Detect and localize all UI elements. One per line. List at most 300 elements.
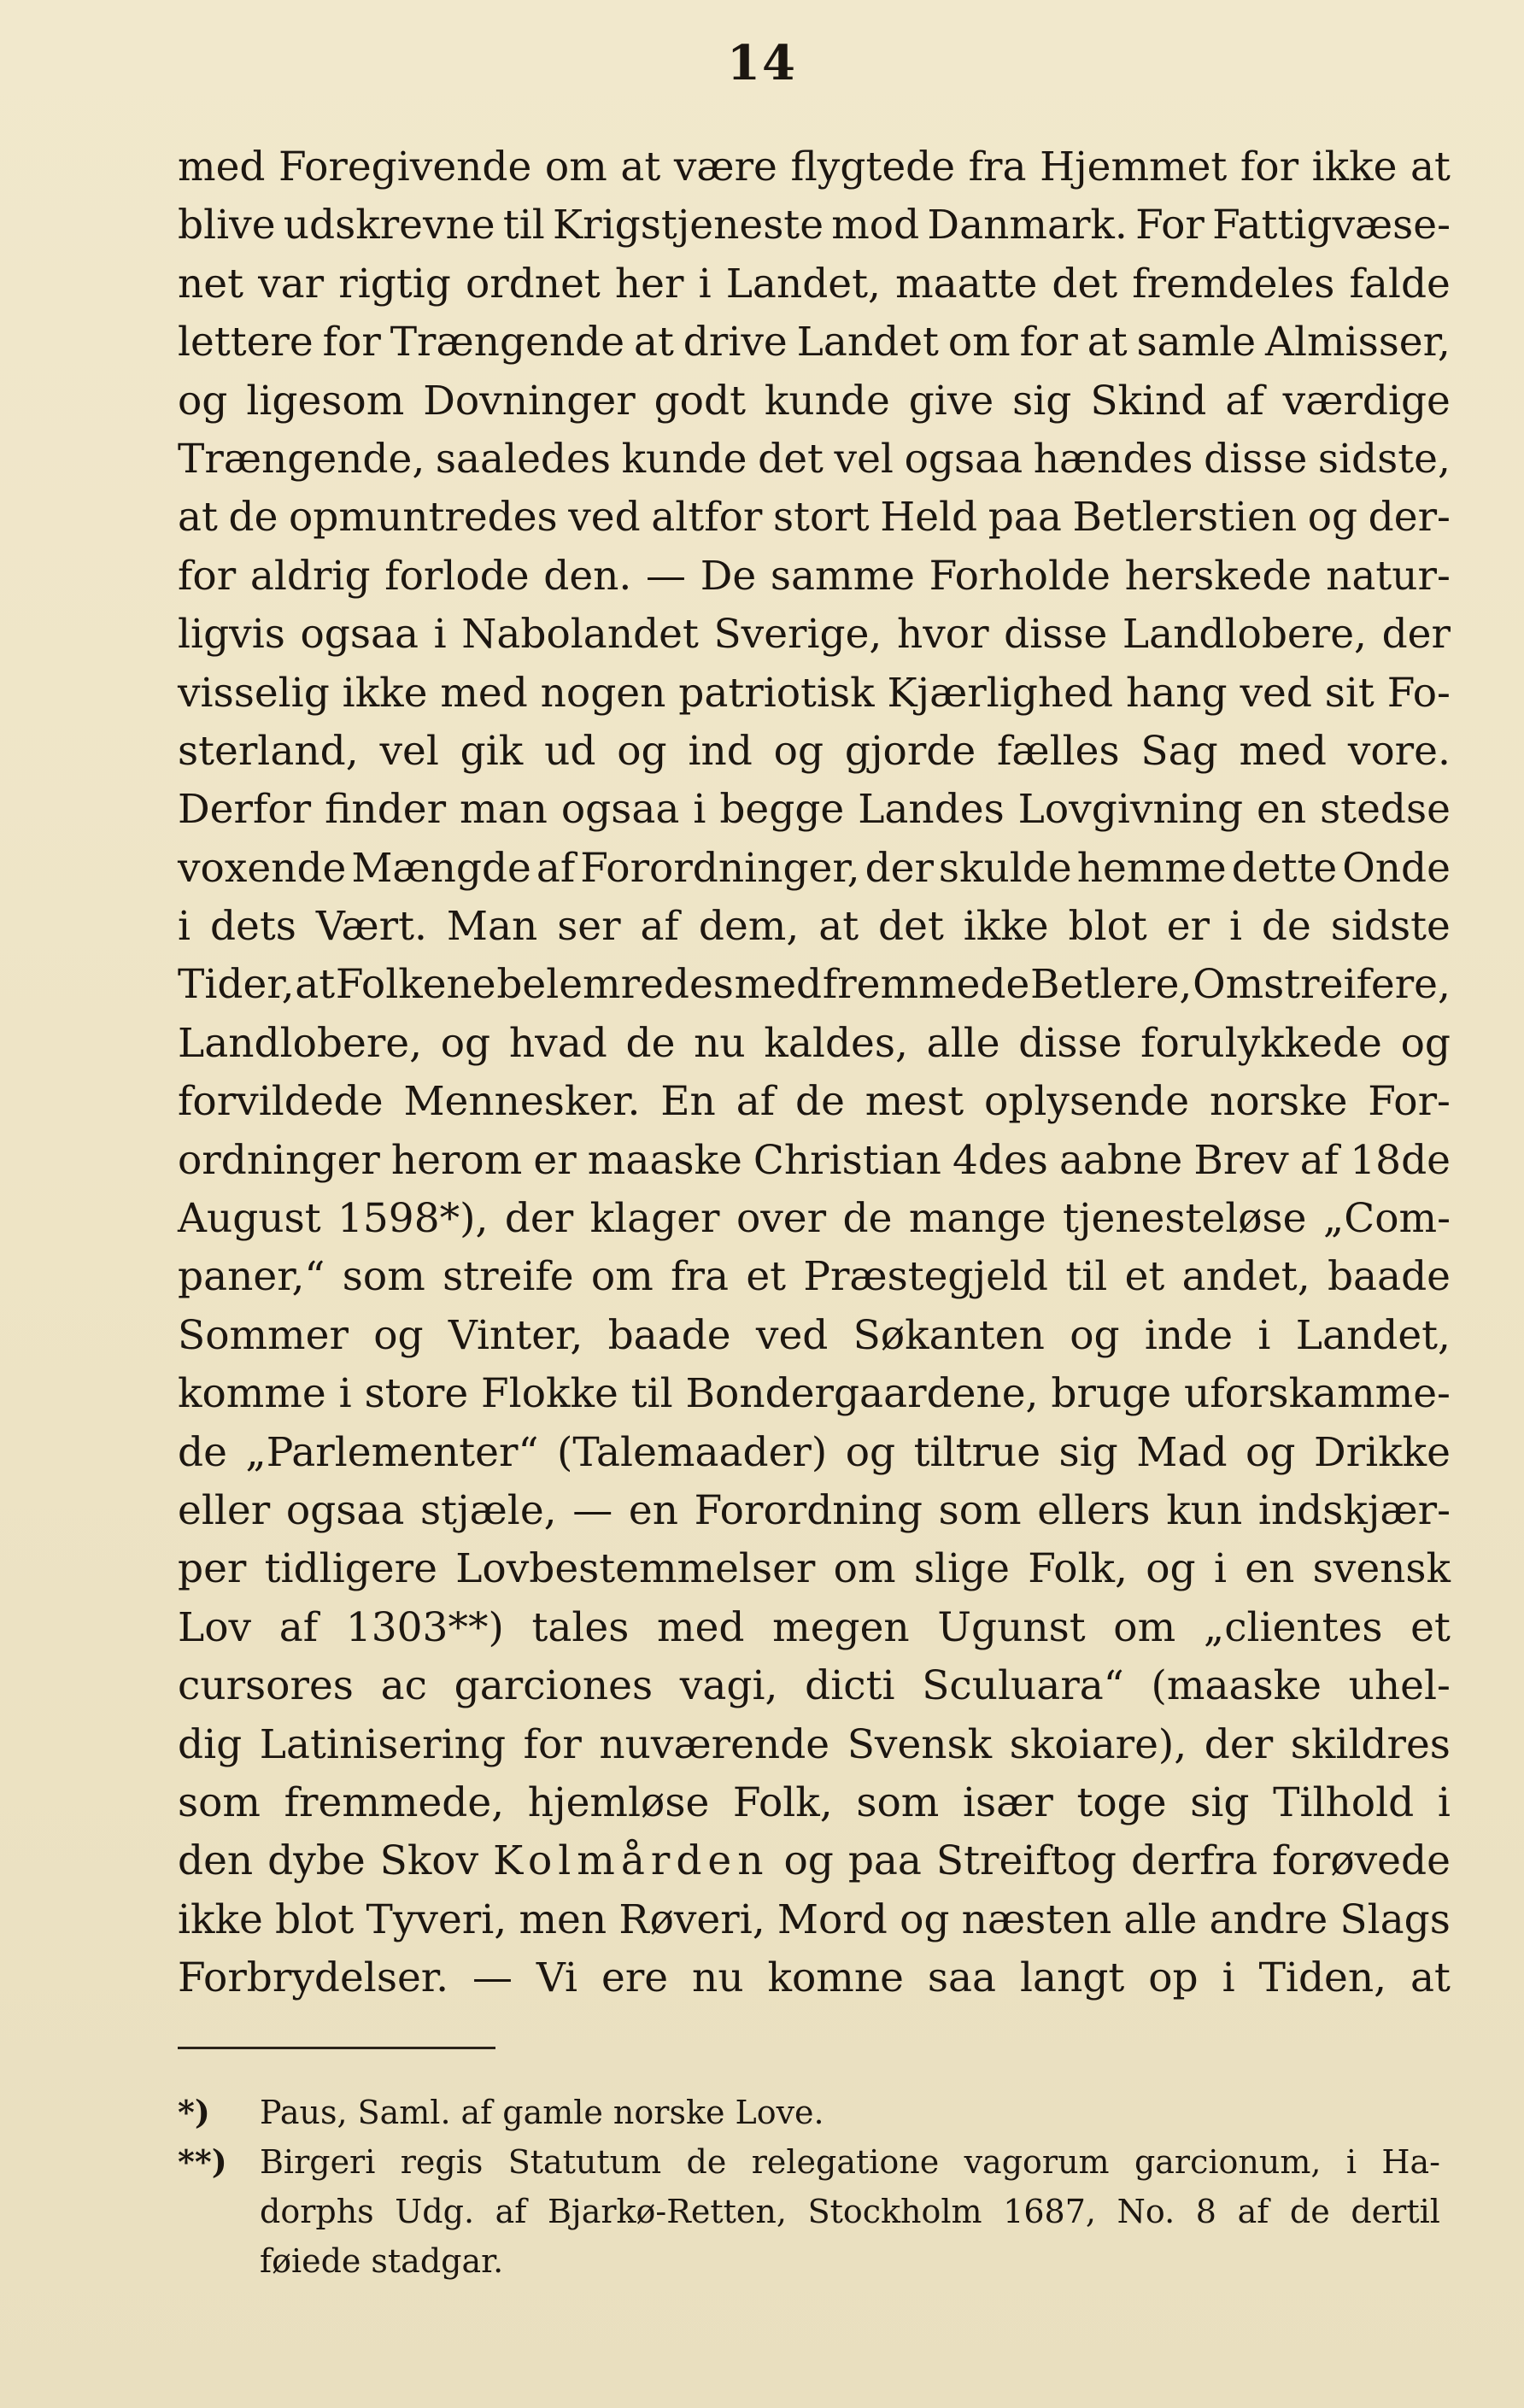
- word: (maaske: [1151, 1662, 1322, 1710]
- word: begge: [719, 786, 845, 834]
- word: Præstegjeld: [803, 1253, 1049, 1301]
- word: Betlere,: [1030, 961, 1193, 1009]
- word: at: [1410, 144, 1451, 190]
- word: Slags: [1339, 1895, 1451, 1943]
- word: dig: [178, 1720, 243, 1768]
- word: tiltrue: [913, 1428, 1041, 1476]
- word: dette: [1231, 844, 1338, 892]
- word: nuværende: [599, 1720, 830, 1768]
- word: ac: [380, 1662, 427, 1710]
- word: samle: [1136, 319, 1257, 366]
- word: Christian: [753, 1136, 941, 1184]
- word: hjemløse: [527, 1778, 710, 1826]
- word: de: [794, 1078, 845, 1126]
- word: komne: [767, 1954, 904, 2002]
- word: og: [900, 1895, 950, 1943]
- word: til: [1065, 1253, 1108, 1301]
- word: Lovgivning: [1017, 786, 1244, 834]
- word: August: [178, 1195, 321, 1243]
- word: regis: [400, 2143, 484, 2181]
- word: værdige: [1282, 377, 1451, 425]
- text-line: [178, 1716, 1451, 1774]
- word: her: [614, 260, 684, 308]
- word: Statutum: [507, 2143, 662, 2181]
- word: fremdeles: [1132, 260, 1335, 308]
- word: dem,: [698, 903, 800, 951]
- word: de: [228, 494, 278, 542]
- word: de: [1289, 2193, 1330, 2230]
- word: Røveri,: [618, 1895, 765, 1943]
- word: No.: [1117, 2193, 1175, 2230]
- word: vagi,: [679, 1662, 778, 1710]
- word: Landet,: [725, 260, 881, 308]
- word: skoiare),: [1009, 1720, 1187, 1768]
- word: til: [630, 1370, 673, 1418]
- word: kun: [1166, 1486, 1243, 1534]
- word: der: [1204, 1720, 1274, 1768]
- word: dicti: [805, 1662, 895, 1710]
- word: en: [628, 1486, 678, 1534]
- word: toge: [1076, 1778, 1167, 1826]
- word: herom: [390, 1136, 523, 1184]
- word: patriotisk: [678, 669, 875, 717]
- footnote-rule: [178, 2047, 495, 2049]
- text-line: [178, 1248, 1451, 1306]
- word: om: [833, 1545, 896, 1593]
- word: langt: [1020, 1954, 1125, 2002]
- word: af: [278, 1603, 319, 1651]
- text-line: [178, 1365, 1451, 1423]
- word: 1687,: [1003, 2193, 1096, 2230]
- word: og: [1246, 1428, 1296, 1476]
- word: var: [258, 260, 325, 308]
- word: indskjær-: [1257, 1486, 1451, 1534]
- text-line: [178, 1190, 1451, 1248]
- word: inde: [1144, 1311, 1234, 1359]
- text-line: [178, 255, 1451, 313]
- word: Fo-: [1386, 669, 1451, 717]
- word: Lovbestemmelser: [455, 1545, 816, 1593]
- word: i: [1437, 1778, 1451, 1826]
- word: af: [736, 1078, 776, 1126]
- word: at: [1087, 319, 1128, 366]
- word: disse: [1004, 611, 1108, 659]
- text-line: [178, 548, 1451, 606]
- word: sig: [1190, 1778, 1250, 1826]
- word: megen: [772, 1603, 910, 1651]
- word: Mord: [777, 1895, 888, 1943]
- word: af: [640, 903, 679, 951]
- word: Paus,: [260, 2094, 348, 2131]
- text-line: [178, 1540, 1451, 1598]
- text-line: [178, 606, 1451, 664]
- word: 1598*),: [337, 1195, 489, 1243]
- word: Forordning: [694, 1486, 923, 1534]
- word: disse: [1204, 435, 1308, 483]
- word: Kolmården: [493, 1837, 770, 1885]
- word: som: [342, 1253, 425, 1301]
- word: Love.: [735, 2094, 824, 2131]
- word: Nabolandet: [461, 611, 699, 659]
- word: det: [1052, 260, 1118, 308]
- word: ogsaa: [300, 611, 419, 659]
- word: „Parlementer“: [245, 1428, 539, 1476]
- word: maaske: [587, 1136, 742, 1184]
- word: cursores: [178, 1662, 354, 1710]
- word: uhel-: [1348, 1662, 1451, 1710]
- word: i: [693, 786, 706, 834]
- word: stadgar.: [371, 2242, 504, 2280]
- word: saaledes: [435, 435, 611, 483]
- word: at: [818, 903, 859, 951]
- word: at: [620, 144, 661, 190]
- word: med: [440, 669, 528, 717]
- word: Fattigvæse-: [1212, 202, 1451, 249]
- word: Landet,: [1295, 1311, 1451, 1359]
- text-line: [178, 1307, 1451, 1365]
- word: „clientes: [1203, 1603, 1383, 1651]
- word: Landes: [858, 786, 1005, 834]
- word: Bjarkø-Retten,: [548, 2193, 787, 2230]
- word: For: [1135, 202, 1205, 249]
- word: Flokke: [481, 1370, 618, 1418]
- word: fælles: [997, 727, 1120, 775]
- word: rigtig: [338, 260, 451, 308]
- word: Foregivende: [278, 144, 532, 190]
- word: ligvis: [178, 611, 285, 659]
- word: af: [495, 2193, 527, 2230]
- word: Tiden,: [1258, 1954, 1387, 2002]
- word: af: [536, 844, 576, 892]
- word: mest: [865, 1078, 964, 1126]
- word: paa: [988, 494, 1062, 542]
- word: forøvede: [1272, 1837, 1451, 1885]
- word: en: [1257, 786, 1307, 834]
- word: Saml.: [357, 2094, 451, 2131]
- word: kaldes,: [764, 1019, 908, 1067]
- word: aldrig: [249, 552, 371, 600]
- word: og: [440, 1019, 491, 1067]
- word: i: [1228, 903, 1242, 951]
- word: Latinisering: [259, 1720, 507, 1768]
- word: hvor: [896, 611, 989, 659]
- word: Forordninger,: [580, 844, 860, 892]
- word: uforskamme-: [1184, 1370, 1451, 1418]
- word: som: [178, 1778, 261, 1826]
- word: et: [1124, 1253, 1165, 1301]
- word: forvildede: [178, 1078, 384, 1126]
- word: være: [673, 144, 777, 190]
- word: den.: [543, 552, 632, 600]
- word: med: [1239, 727, 1327, 775]
- word: at: [178, 494, 218, 542]
- word: visselig: [178, 669, 330, 717]
- word: ogsaa: [285, 1486, 405, 1534]
- word: svensk: [1312, 1545, 1451, 1593]
- footnote-line: [178, 2137, 1451, 2187]
- word: af: [1299, 1136, 1339, 1184]
- word: at: [295, 961, 336, 1009]
- word: er: [533, 1136, 577, 1184]
- word: ikke: [178, 1895, 263, 1943]
- word: af: [460, 2094, 493, 2131]
- word: et: [746, 1253, 787, 1301]
- word: stjæle,: [420, 1486, 557, 1534]
- word: i: [433, 611, 447, 659]
- word: føiede: [260, 2242, 361, 2280]
- word: for: [178, 552, 237, 600]
- word: fra: [671, 1253, 729, 1301]
- word: ikke: [1311, 144, 1398, 190]
- text-line: [178, 1832, 1451, 1890]
- word: Landet: [796, 319, 939, 366]
- word: relegatione: [751, 2143, 940, 2181]
- word: andre: [1209, 1895, 1328, 1943]
- word: dertil: [1351, 2193, 1440, 2230]
- word: bruge: [1051, 1370, 1172, 1418]
- word: til: [502, 202, 545, 249]
- word: nu: [692, 1954, 744, 2002]
- text-line: [178, 898, 1451, 956]
- word: hang: [1125, 669, 1228, 717]
- word: mod: [831, 202, 920, 249]
- word: skulde: [938, 844, 1072, 892]
- word: natur-: [1326, 552, 1451, 600]
- word: dorphs: [260, 2193, 374, 2230]
- word: Almisser,: [1265, 319, 1451, 366]
- word: Skov: [379, 1837, 479, 1885]
- text-line: [178, 1482, 1451, 1540]
- word: forlode: [384, 552, 530, 600]
- word: stort: [772, 494, 870, 542]
- word: andet,: [1181, 1253, 1310, 1301]
- word: blot: [275, 1895, 355, 1943]
- word: give: [908, 377, 994, 425]
- word: med: [178, 144, 266, 190]
- word: Streiftog: [935, 1837, 1117, 1885]
- text-line: [178, 956, 1451, 1014]
- word: fra: [968, 144, 1027, 190]
- word: at: [1410, 1954, 1451, 2002]
- word: hemme: [1076, 844, 1227, 892]
- word: Mad: [1136, 1428, 1228, 1476]
- word: slige: [913, 1545, 1010, 1593]
- word: Bondergaardene,: [685, 1370, 1039, 1418]
- word: Hjemmet: [1040, 144, 1228, 190]
- text-line: [178, 1657, 1451, 1715]
- word: næsten: [961, 1895, 1112, 1943]
- word: ellers: [1037, 1486, 1151, 1534]
- word: baade: [1327, 1253, 1451, 1301]
- footnote-marker: **): [178, 2142, 227, 2181]
- word: „Com-: [1322, 1195, 1451, 1243]
- word: for: [322, 319, 381, 366]
- word: falde: [1349, 260, 1451, 308]
- word: lettere: [178, 319, 314, 366]
- word: fremmede: [822, 961, 1030, 1009]
- word: og: [1400, 1019, 1451, 1067]
- word: Folk,: [732, 1778, 833, 1826]
- word: sig: [1012, 377, 1072, 425]
- word: som: [856, 1778, 940, 1826]
- footnote-marker: *): [178, 2093, 210, 2131]
- word: sit: [1324, 669, 1375, 717]
- word: er: [1166, 903, 1210, 951]
- word: Trængende,: [178, 435, 425, 483]
- word: i: [178, 903, 191, 951]
- text-line: [178, 196, 1451, 255]
- word: tidligere: [264, 1545, 437, 1593]
- word: Mængde: [351, 844, 531, 892]
- word: mange: [908, 1195, 1046, 1243]
- word: For-: [1368, 1078, 1451, 1126]
- word: Søkanten: [853, 1311, 1045, 1359]
- text-line: [178, 1949, 1451, 2007]
- footnotes: [178, 2088, 1451, 2286]
- word: Lov: [178, 1603, 252, 1651]
- word: Krigstjeneste: [553, 202, 824, 249]
- word: baade: [607, 1311, 731, 1359]
- word: i: [1213, 1545, 1227, 1593]
- word: ordnet: [465, 260, 601, 308]
- word: net: [178, 260, 243, 308]
- footnote-text: [260, 2137, 1451, 2187]
- word: vel: [834, 435, 894, 483]
- word: Sverige,: [713, 611, 882, 659]
- word: og: [1070, 1311, 1120, 1359]
- word: de: [178, 1428, 227, 1476]
- word: herskede: [1124, 552, 1312, 600]
- word: i: [1222, 1954, 1235, 2002]
- word: en: [1245, 1545, 1295, 1593]
- word: —: [646, 552, 687, 600]
- word: Vinter,: [448, 1311, 583, 1359]
- word: altfor: [651, 494, 763, 542]
- word: ved: [568, 494, 641, 542]
- word: godt: [654, 377, 746, 425]
- word: gik: [460, 727, 524, 775]
- text-line: [178, 313, 1451, 372]
- word: derfra: [1130, 1837, 1258, 1885]
- word: paner,“: [178, 1253, 325, 1301]
- word: Trængende: [390, 319, 625, 366]
- word: om: [947, 319, 1011, 366]
- word: kunde: [764, 377, 890, 425]
- word: ud: [544, 727, 596, 775]
- word: vel: [379, 727, 439, 775]
- word: Danmark.: [927, 202, 1128, 249]
- word: hændes: [1033, 435, 1193, 483]
- word: for: [1240, 144, 1299, 190]
- footnote-line: [178, 2088, 1451, 2137]
- word: i: [338, 1370, 352, 1418]
- word: kunde: [621, 435, 747, 483]
- word: 1303**): [345, 1603, 504, 1651]
- word: og: [1307, 494, 1358, 542]
- word: Sculuara“: [922, 1662, 1124, 1710]
- word: blot: [1068, 903, 1147, 951]
- word: de: [625, 1019, 676, 1067]
- word: der: [504, 1195, 574, 1243]
- word: saa: [927, 1954, 997, 2002]
- text-line: [178, 723, 1451, 781]
- word: Skind: [1090, 377, 1207, 425]
- text-line: [178, 1073, 1451, 1131]
- word: (Talemaader): [556, 1428, 828, 1476]
- word: Ha-: [1381, 2143, 1440, 2181]
- word: ere: [601, 1954, 669, 2002]
- word: Forbrydelser.: [178, 1954, 449, 2002]
- word: man: [460, 786, 548, 834]
- text-line: [178, 372, 1451, 431]
- word: finder: [325, 786, 447, 834]
- word: sterland,: [178, 727, 359, 775]
- word: Vi: [536, 1954, 578, 2002]
- word: klager: [589, 1195, 720, 1243]
- word: hvad: [508, 1019, 607, 1067]
- word: som: [938, 1486, 1022, 1534]
- word: Vært.: [315, 903, 427, 951]
- word: der: [1381, 611, 1451, 659]
- word: garcionum,: [1134, 2143, 1322, 2181]
- word: Sag: [1140, 727, 1218, 775]
- word: —: [472, 1954, 513, 2002]
- text-line: [178, 138, 1451, 196]
- word: forulykkede: [1140, 1019, 1382, 1067]
- text-line: [178, 1015, 1451, 1073]
- word: at: [633, 319, 674, 366]
- word: Tider,: [178, 961, 295, 1009]
- text-line: [178, 431, 1451, 489]
- word: Brev: [1193, 1136, 1289, 1184]
- word: ordninger: [178, 1136, 380, 1184]
- word: Ugunst: [937, 1603, 1086, 1651]
- word: aabne: [1059, 1136, 1183, 1184]
- text-line: [178, 489, 1451, 547]
- word: om: [544, 144, 607, 190]
- word: op: [1148, 1954, 1199, 2002]
- word: Tilhold: [1273, 1778, 1415, 1826]
- word: 4des: [952, 1136, 1048, 1184]
- word: dybe: [267, 1837, 366, 1885]
- word: men: [519, 1895, 607, 1943]
- word: maatte: [895, 260, 1038, 308]
- text-line: [178, 1599, 1451, 1657]
- word: Drikke: [1313, 1428, 1451, 1476]
- word: der-: [1368, 494, 1451, 542]
- word: ved: [755, 1311, 829, 1359]
- word: sidste,: [1317, 435, 1451, 483]
- footnote-separator: [178, 2047, 536, 2052]
- word: der: [865, 844, 934, 892]
- word: med: [657, 1603, 745, 1651]
- word: En: [660, 1078, 716, 1126]
- word: udskrevne: [283, 202, 495, 249]
- footnote-line: [178, 2236, 1451, 2286]
- word: samme: [770, 552, 915, 600]
- word: ikke: [963, 903, 1049, 951]
- text-line: [178, 781, 1451, 839]
- word: ved: [1240, 669, 1312, 717]
- word: Birgeri: [260, 2143, 376, 2181]
- word: gamle: [502, 2094, 603, 2131]
- word: Udg.: [395, 2193, 475, 2230]
- word: om: [1113, 1603, 1176, 1651]
- word: ogsaa: [560, 786, 680, 834]
- word: drive: [683, 319, 788, 366]
- word: med: [734, 961, 823, 1009]
- word: ind: [688, 727, 753, 775]
